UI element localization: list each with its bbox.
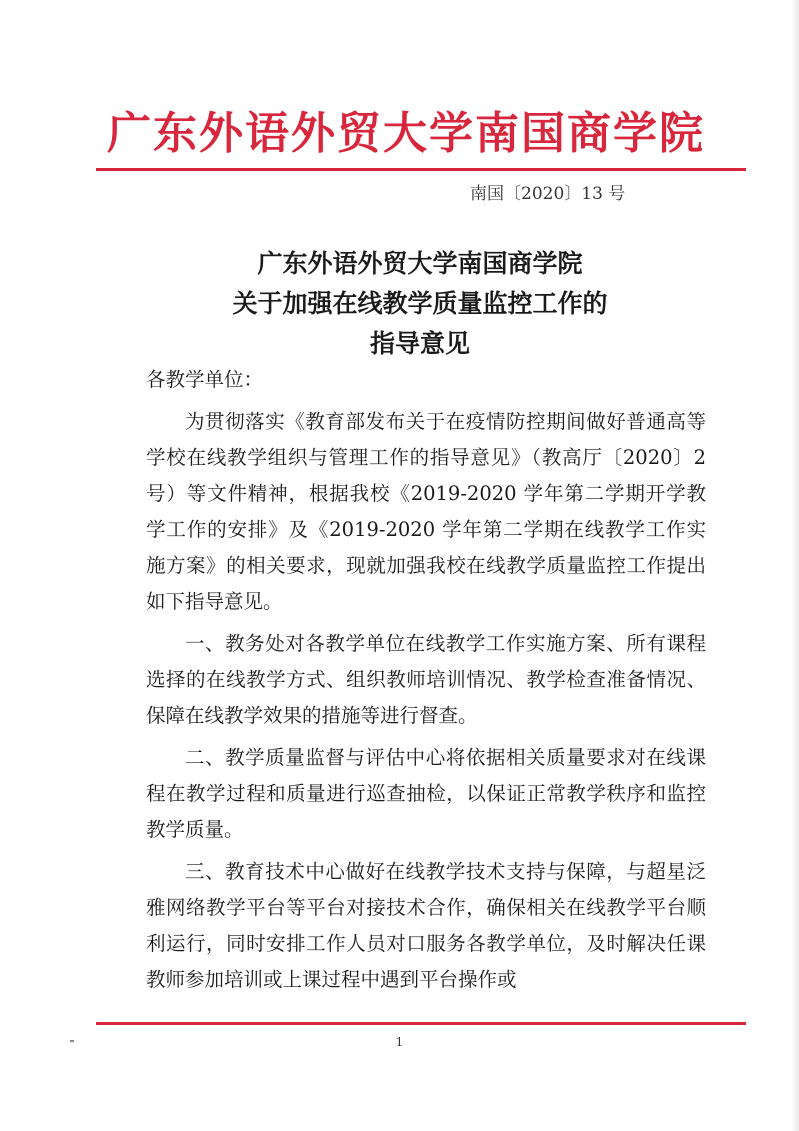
title-line-2: 关于加强在线教学质量监控工作的	[232, 289, 608, 318]
paragraph-intro: 为贯彻落实《教育部发布关于在疫情防控期间做好普通高等学校在线教学组织与管理工作的指导意见》（教高厅〔2020〕2 号）等文件精神，根据我校《2019-2020 学年第二学期开学教学工作的安排》及《2019-2020 学年第二学期在线教学工作实施方案》的相关要求，现就加强我校在线教学质量监控工作提出如下指导意见。	[146, 410, 706, 613]
organization-header: 广东外语外贸大学南国商学院	[107, 108, 705, 159]
paragraph-item-2: 二、教学质量监督与评估中心将依据相关质量要求对在线课程在教学过程和质量进行巡查抽检，以保证正常教学秩序和监控教学质量。	[146, 746, 706, 841]
title-line-3: 指导意见	[369, 329, 470, 358]
scan-edge-shadow	[791, 0, 799, 1131]
paragraph-item-1: 一、教务处对各教学单位在线教学工作实施方案、所有课程选择的在线教学方式、组织教师培训情况、教学检查准备情况、保障在线教学效果的措施等进行督查。	[146, 632, 706, 727]
paragraph-item-3: 三、教育技术中心做好在线教学技术支持与保障，与超星泛雅网络教学平台等平台对接技术合作，确保相关在线教学平台顺利运行，同时安排工作人员对口服务各教学单位，及时解决任课教师参加培训或上课过程中遇到平台操作或	[146, 860, 706, 991]
document-title	[100, 244, 740, 364]
page-number: 1	[395, 1035, 404, 1049]
document-body	[146, 362, 706, 1004]
footer-rule	[96, 1022, 746, 1025]
header-rule	[96, 168, 746, 171]
title-line-1: 广东外语外贸大学南国商学院	[257, 249, 583, 278]
document-number: 南国〔2020〕13 号	[470, 184, 626, 204]
salutation: 各教学单位：	[146, 368, 264, 391]
scan-speck	[70, 1040, 74, 1042]
